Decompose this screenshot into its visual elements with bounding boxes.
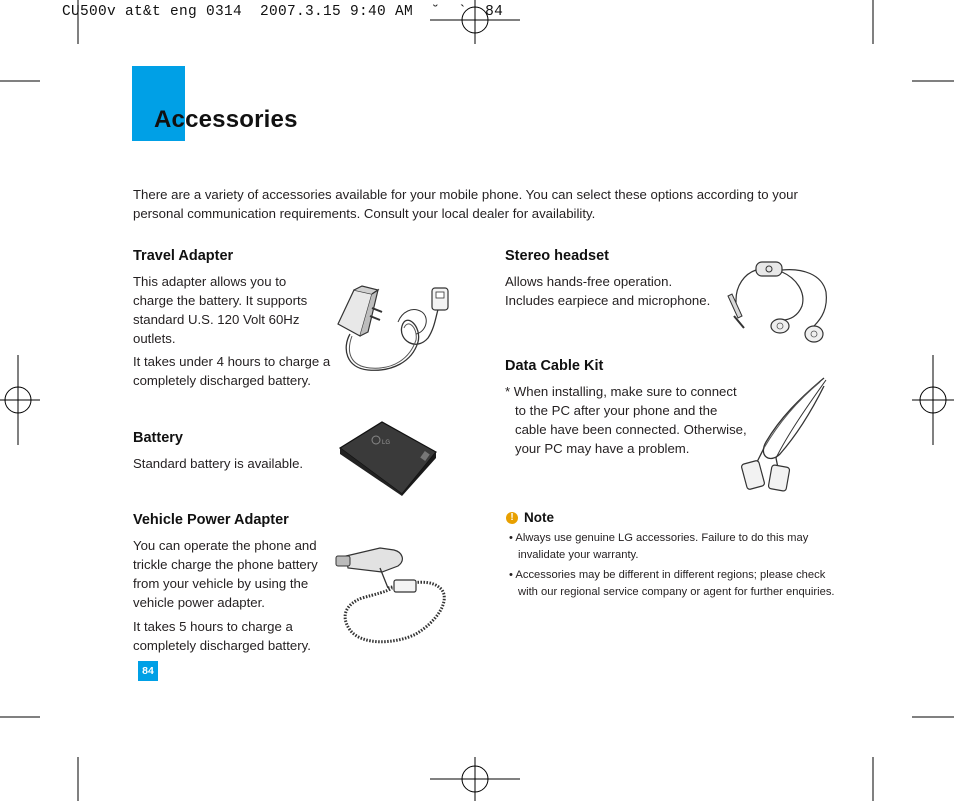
print-slug: CU500v at&t eng 0314 2007.3.15 9:40 AM ˘ ` 84 — [62, 4, 504, 20]
vehicle-adapter-charge-text: It takes 5 hours to charge a completely discharged battery. — [133, 619, 311, 653]
alert-icon: ! — [506, 512, 518, 524]
travel-adapter-image — [332, 282, 460, 378]
vehicle-adapter-text: You can operate the phone and trickle charge the phone battery from your vehicle by using the vehicle power adapter. — [133, 538, 318, 610]
battery-image — [336, 418, 440, 496]
page-number: 84 — [138, 661, 158, 681]
vehicle-adapter-heading: Vehicle Power Adapter — [133, 512, 289, 528]
page-title: Accessories — [154, 106, 298, 133]
data-cable-heading: Data Cable Kit — [505, 358, 604, 374]
data-cable-image — [740, 368, 832, 494]
travel-adapter-heading: Travel Adapter — [133, 248, 234, 264]
intro-paragraph: There are a variety of accessories available for your mobile phone. You can select these options according to your personal communication requirements. Consult your local dealer for availability. — [133, 187, 798, 221]
battery-heading: Battery — [133, 430, 183, 446]
registration-mark-right — [912, 355, 954, 445]
data-cable-text: * When installing, make sure to connect to the PC after your phone and the cable have been connected. Otherwise, your PC may have a problem. — [505, 384, 747, 456]
vehicle-adapter-image — [332, 538, 454, 652]
registration-mark-bottom — [430, 757, 520, 801]
note-title: Note — [524, 510, 554, 525]
stereo-headset-text: Allows hands-free operation. Includes earpiece and microphone. — [505, 274, 711, 308]
note-item: • Accessories may be different in different regions; please check with our regional service company or agent for further enquiries. — [509, 569, 835, 598]
note-item: • Always use genuine LG accessories. Failure to do this may invalidate your warranty. — [509, 532, 809, 561]
travel-adapter-charge-text: It takes under 4 hours to charge a completely discharged battery. — [133, 354, 331, 388]
stereo-headset-image — [722, 256, 834, 352]
battery-text: Standard battery is available. — [133, 456, 304, 471]
travel-adapter-text: This adapter allows you to charge the battery. It supports standard U.S. 120 Volt 60Hz outlets. — [133, 274, 308, 346]
svg-text:LG: LG — [382, 440, 391, 446]
registration-mark-left — [0, 355, 40, 445]
stereo-headset-heading: Stereo headset — [505, 248, 609, 264]
note-header — [506, 510, 554, 525]
